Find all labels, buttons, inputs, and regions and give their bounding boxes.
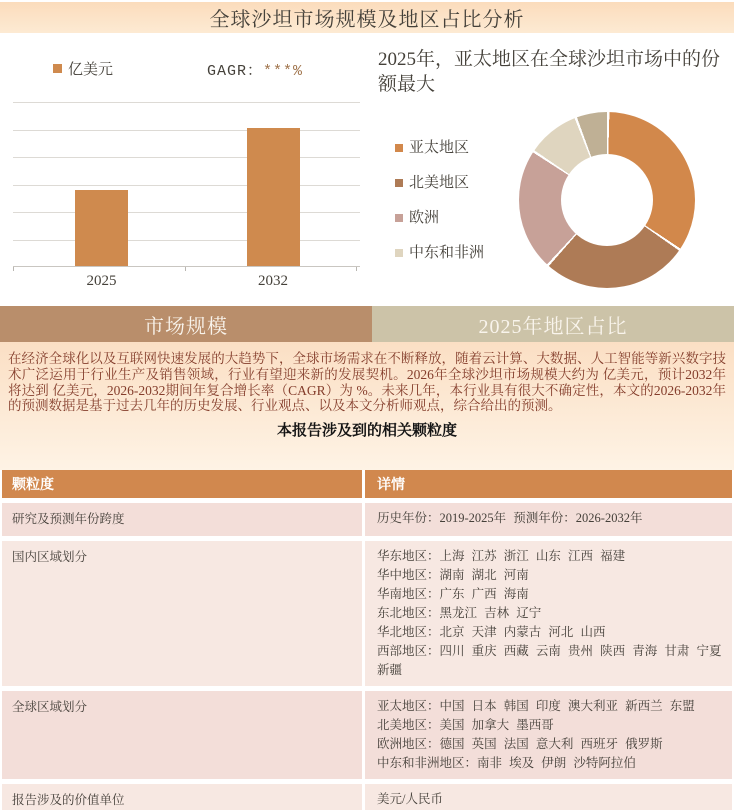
detail-line: 历史年份：2019-2025年 预测年份：2026-2032年 — [377, 511, 643, 525]
table-row — [2, 691, 732, 779]
donut-legend-item — [395, 174, 499, 193]
cagr-value: ***% — [263, 63, 304, 80]
table-row — [2, 784, 732, 810]
detail-line: 欧洲地区：德国 英国 法国 意大利 西班牙 俄罗斯 — [377, 737, 663, 751]
legend-swatch-icon — [395, 249, 403, 257]
detail-line: 美元/人民币 — [377, 792, 443, 806]
market-summary-section — [0, 342, 734, 470]
axis-tick — [185, 267, 186, 271]
row-detail — [365, 691, 732, 779]
row-label: 报告涉及的价值单位 — [2, 784, 362, 810]
donut-legend-label: 中东和非洲 — [409, 245, 485, 261]
bar-2025 — [75, 190, 128, 266]
cagr-label: GAGR： — [207, 63, 264, 80]
bar-2032 — [247, 128, 300, 266]
row-label: 全球区域划分 — [2, 691, 362, 779]
bar-chart-plot-area — [13, 102, 360, 267]
donut-legend-item — [395, 139, 499, 158]
donut-chart — [519, 112, 695, 288]
table-header-row — [2, 470, 732, 498]
page-title-banner — [0, 2, 734, 33]
gridline — [13, 185, 360, 186]
detail-line: 西部地区：四川 重庆 西藏 云南 贵州 陕西 青海 甘肃 宁夏 新疆 — [377, 644, 729, 677]
gridline — [13, 212, 360, 213]
row-detail — [365, 503, 732, 536]
row-label: 研究及预测年份跨度 — [2, 503, 362, 536]
gridline — [13, 157, 360, 158]
table-row — [2, 503, 732, 536]
x-axis-label-2025: 2025 — [86, 273, 117, 289]
table-row — [2, 541, 732, 686]
donut-legend — [395, 139, 499, 279]
detail-line: 华南地区：广东 广西 海南 — [377, 587, 529, 601]
bar-chart-legend — [53, 58, 113, 79]
cagr-annotation — [207, 59, 303, 80]
detail-line: 华东地区：上海 江苏 浙江 山东 江西 福建 — [377, 549, 626, 563]
row-detail — [365, 541, 732, 686]
legend-swatch-icon — [395, 214, 403, 222]
legend-swatch-icon — [395, 179, 403, 187]
donut-chart-heading: 2025年，亚太地区在全球沙坦市场中的份额最大 — [378, 49, 721, 95]
legend-swatch-icon — [53, 64, 62, 73]
bar-legend-label: 亿美元 — [68, 62, 114, 78]
page-title: 全球沙坦市场规模及地区占比分析 — [209, 9, 525, 31]
gridline — [13, 240, 360, 241]
detail-line: 亚太地区：中国 日本 韩国 印度 澳大利亚 新西兰 东盟 — [377, 699, 695, 713]
detail-line: 东北地区：黑龙江 吉林 辽宁 — [377, 606, 542, 620]
detail-line: 中东和非洲地区：南非 埃及 伊朗 沙特阿拉伯 — [377, 756, 636, 770]
row-label: 国内区域划分 — [2, 541, 362, 686]
detail-line: 北美地区：美国 加拿大 墨西哥 — [377, 718, 554, 732]
donut-legend-label: 北美地区 — [409, 175, 470, 191]
tab-market-size[interactable]: 市场规模 — [0, 306, 372, 342]
donut-legend-label: 欧洲 — [409, 210, 440, 226]
tab-region-share[interactable]: 2025年地区占比 — [372, 306, 734, 342]
section-tabs — [0, 306, 734, 342]
column-header-granularity: 颗粒度 — [2, 470, 362, 498]
axis-tick — [356, 267, 357, 271]
detail-line: 华中地区：湖南 湖北 河南 — [377, 568, 529, 582]
row-detail — [365, 784, 732, 810]
axis-tick — [13, 267, 14, 271]
market-summary-paragraph: 在经济全球化以及互联网快速发展的大趋势下，全球市场需求在不断释放，随着云计算、大数据、人工智能等新兴数字技术广泛运用于行业生产及销售领域，行业有望迎来新的发展契机。2026年全球沙坦市场规模大约为 亿美元，预计2032年将达到 亿美元，2026-2032期间年复合增长率（CAGR）为 %。未来几年，本行业具有很大不确定性，本文的2026-2032年的预测数据是基于过去几年的历史发展、行业观点、以及本文分析师观点，综合给出的预测。 — [8, 351, 726, 414]
donut-legend-item — [395, 209, 499, 228]
table-body — [2, 503, 732, 810]
granularity-table-heading: 本报告涉及到的相关颗粒度 — [276, 422, 457, 440]
gridline — [13, 130, 360, 131]
detail-line: 华北地区：北京 天津 内蒙古 河北 山西 — [377, 625, 606, 639]
column-header-detail: 详情 — [365, 470, 732, 498]
donut-legend-item — [395, 244, 499, 263]
x-axis-label-2032: 2032 — [258, 273, 288, 289]
granularity-table — [2, 470, 732, 810]
legend-swatch-icon — [395, 144, 403, 152]
donut-legend-label: 亚太地区 — [409, 140, 470, 156]
gridline — [13, 102, 360, 103]
